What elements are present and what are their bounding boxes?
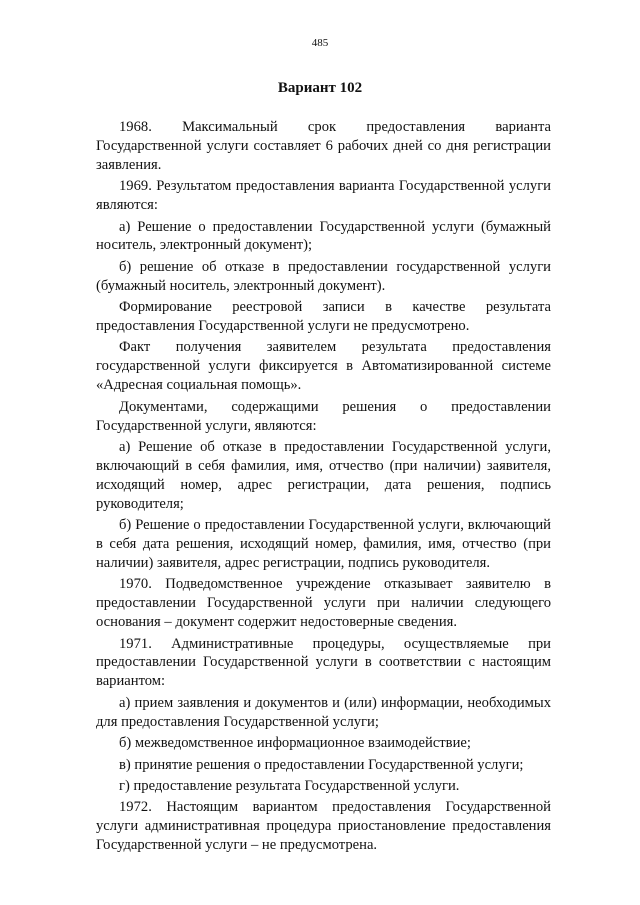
paragraph-1971-v: в) принятие решения о предоставлении Государственной услуги; xyxy=(119,756,524,773)
paragraph-1969-b: б) решение об отказе в предоставлении государственной услуги (бумажный носитель, электронный документ). xyxy=(96,258,551,294)
paragraph-decision-documents-b: б) Решение о предоставлении Государственной услуги, включающий в себя дата решения, исходящий номер, фамилия, имя, отчество (при наличии) заявителя, адрес регистрации, подпись руководителя. xyxy=(96,517,551,571)
paragraph-registry-record: Формирование реестровой записи в качестве результата предоставления Государственной услуги не предусмотрено. xyxy=(96,299,551,335)
paragraph-decision-documents-a: а) Решение об отказе в предоставлении Государственной услуги, включающий в себя фамилия, имя, отчество (при наличии) заявителя, исходящий номер, адрес регистрации, дата решения, подпись руководителя; xyxy=(96,439,551,512)
paragraph-1969-a: а) Решение о предоставлении Государственной услуги (бумажный носитель, электронный документ); xyxy=(96,218,551,254)
paragraph-receipt-fact: Факт получения заявителем результата предоставления государственной услуги фиксируется в Автоматизированной системе «Адресная социальная помощь». xyxy=(96,339,551,394)
paragraph-1971-g: г) предоставление результата Государственной услуги. xyxy=(119,777,460,794)
paragraph-1970: 1970. Подведомственное учреждение отказывает заявителю в предоставлении Государственной услуги при наличии следующего основания – документ содержит недостоверные сведения. xyxy=(96,576,551,631)
paragraph-1968: 1968. Максимальный срок предоставления варианта Государственной услуги составляет 6 рабочих дней со дня регистрации заявления. xyxy=(96,119,551,173)
paragraph-1972: 1972. Настоящим вариантом предоставления Государственной услуги административная процедура приостановление предоставления Государственной услуги – не предусмотрена. xyxy=(96,799,551,854)
paragraph-decision-documents: Документами, содержащими решения о предоставлении Государственной услуги, являются: xyxy=(96,398,551,434)
page-number: 485 xyxy=(311,37,329,49)
document-body xyxy=(96,118,551,858)
paragraph-1971: 1971. Административные процедуры, осуществляемые при предоставлении Государственной услуги в соответствии с настоящим вариантом: xyxy=(96,635,551,690)
page-title: Вариант 102 xyxy=(277,80,363,96)
paragraph-1971-b: б) межведомственное информационное взаимодействие; xyxy=(119,735,471,752)
paragraph-1969: 1969. Результатом предоставления варианта Государственной услуги являются: xyxy=(96,178,551,214)
paragraph-1971-a: а) прием заявления и документов и (или) информации, необходимых для предоставления Государственной услуги; xyxy=(96,694,551,730)
